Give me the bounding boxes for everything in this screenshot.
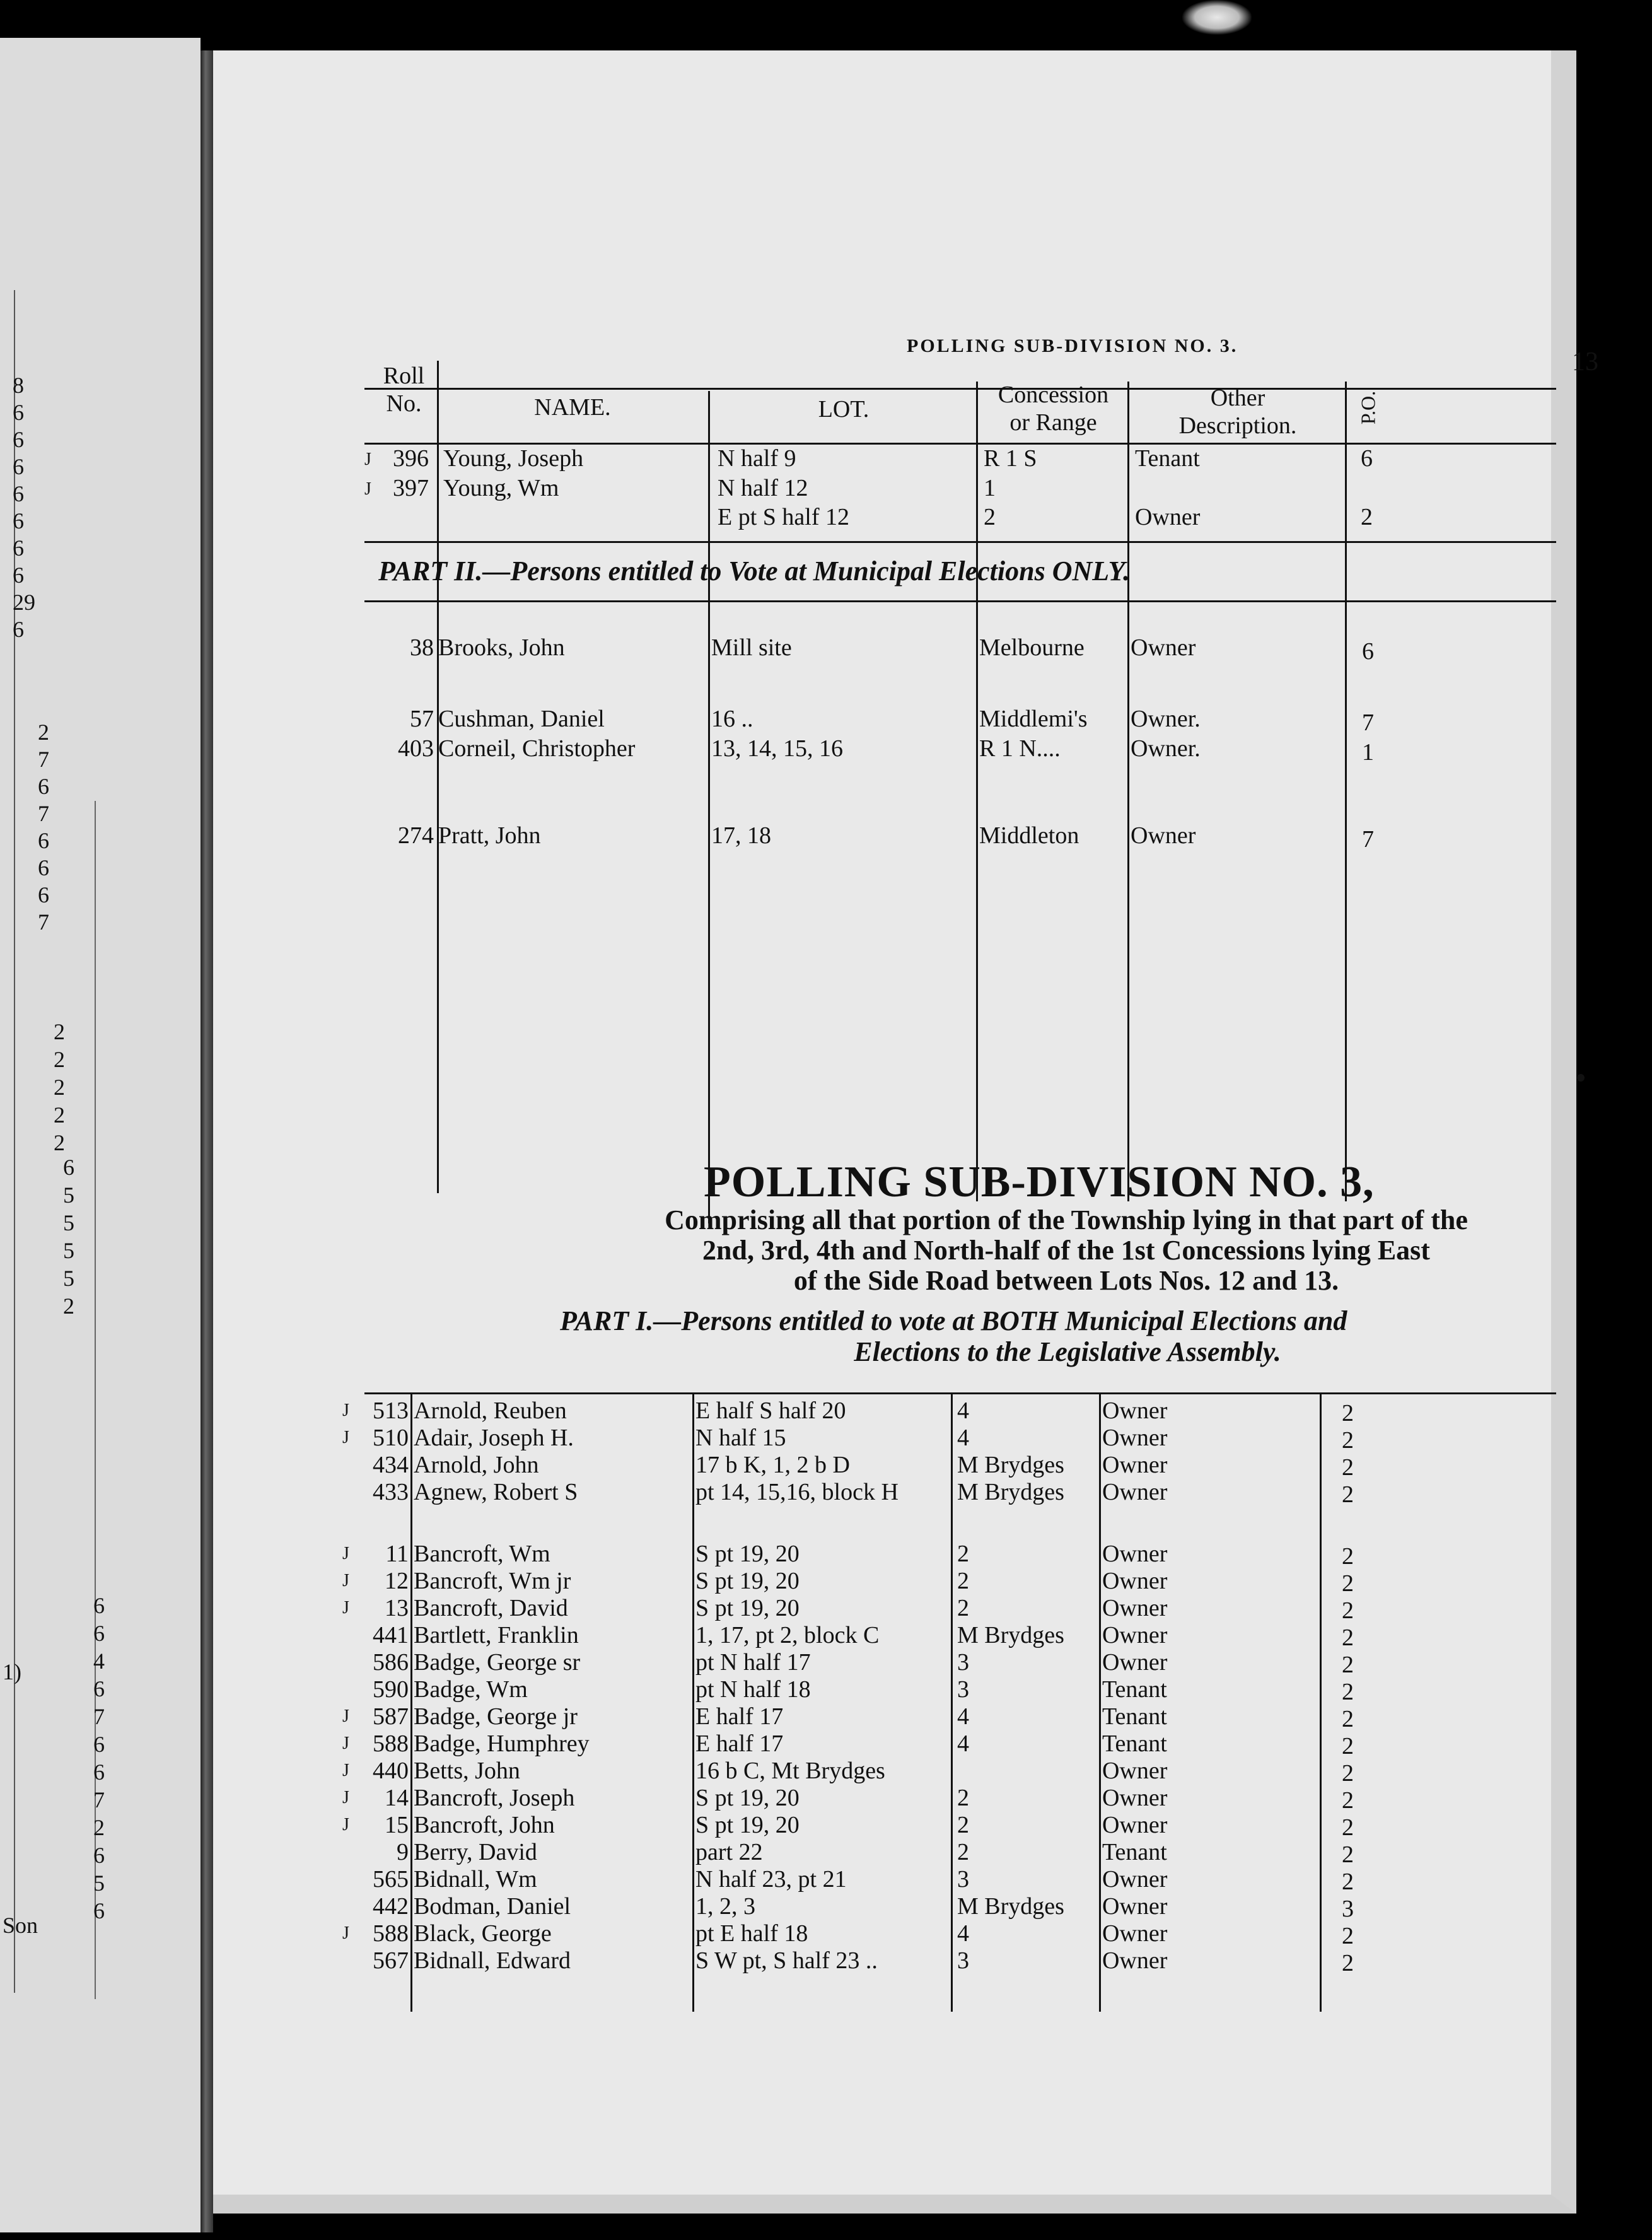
juror-mark: J xyxy=(364,450,371,469)
other-description: Owner xyxy=(1102,1758,1168,1784)
facing-page-number: 6 xyxy=(93,1759,105,1785)
col-divider xyxy=(976,382,978,1201)
section-description-line: 2nd, 3rd, 4th and North-half of the 1st Concessions lying East xyxy=(702,1235,1430,1266)
concession: M Brydges xyxy=(957,1479,1064,1505)
col-divider xyxy=(1099,1394,1101,2012)
part1-rule xyxy=(364,1392,1556,1394)
other-description: Owner xyxy=(1102,1541,1168,1567)
other-description: Owner. xyxy=(1131,735,1201,762)
voter-name: Bancroft, David xyxy=(414,1595,568,1621)
facing-page-number: 2 xyxy=(54,1019,65,1044)
post-office: 2 xyxy=(1342,1481,1354,1508)
page-number: 13 xyxy=(1572,347,1598,376)
other-description: Owner xyxy=(1131,634,1196,661)
lot-description: Mill site xyxy=(711,634,792,661)
concession: 4 xyxy=(957,1920,969,1947)
voter-name: Bancroft, John xyxy=(414,1812,555,1838)
concession: 3 xyxy=(957,1649,969,1676)
roll-number: 590 xyxy=(373,1676,409,1703)
facing-page-number: 2 xyxy=(63,1293,74,1319)
facing-page-number: 8 xyxy=(13,373,24,398)
juror-mark: J xyxy=(342,1706,349,1726)
other-description: Tenant xyxy=(1102,1839,1167,1865)
facing-page-number: 6 xyxy=(13,535,24,561)
lot-description: 13, 14, 15, 16 xyxy=(711,735,843,762)
facing-page-number: 6 xyxy=(13,563,24,588)
juror-mark: J xyxy=(342,1923,349,1943)
juror-mark: J xyxy=(342,1734,349,1753)
facing-page-number: 2 xyxy=(38,720,49,745)
other-description: Owner xyxy=(1102,1568,1168,1594)
roll-number: 14 xyxy=(385,1785,409,1811)
voter-name: Badge, Wm xyxy=(414,1676,528,1703)
section-description-line: of the Side Road between Lots Nos. 12 and 13. xyxy=(793,1265,1339,1296)
concession: 4 xyxy=(957,1397,969,1424)
lot-description: 16 .. xyxy=(711,706,753,732)
post-office: 2 xyxy=(1342,1814,1354,1841)
page-damage-mark xyxy=(1182,0,1252,35)
post-office: 2 xyxy=(1342,1543,1354,1570)
lot-description: N half 15 xyxy=(695,1425,786,1451)
voter-name: Brooks, John xyxy=(438,634,565,661)
juror-mark: J xyxy=(342,1598,349,1618)
col-divider xyxy=(437,361,439,1193)
lot-description: E half 17 xyxy=(695,1730,784,1757)
col-divider xyxy=(951,1394,953,2012)
concession: 3 xyxy=(957,1866,969,1893)
concession: 4 xyxy=(957,1730,969,1757)
other-description: Owner xyxy=(1102,1425,1168,1451)
voter-name: Arnold, Reuben xyxy=(414,1397,567,1424)
roll-number: 442 xyxy=(373,1893,409,1920)
other-description: Owner xyxy=(1102,1649,1168,1676)
post-office: 2 xyxy=(1342,1570,1354,1597)
other-description: Owner xyxy=(1102,1920,1168,1947)
facing-page-number: 5 xyxy=(93,1870,105,1896)
other-description: Owner xyxy=(1135,504,1201,530)
facing-page-number: 6 xyxy=(93,1732,105,1757)
section-title: POLLING SUB-DIVISION NO. 3, xyxy=(704,1158,1375,1206)
voter-name: Badge, George sr xyxy=(414,1649,581,1676)
facing-page-number: 6 xyxy=(93,1898,105,1923)
roll-number: 274 xyxy=(398,822,434,849)
col-divider xyxy=(1345,382,1347,1201)
facing-page-number: 6 xyxy=(63,1155,74,1180)
part2-rule xyxy=(364,600,1556,602)
post-office: 6 xyxy=(1361,445,1373,472)
concession: M Brydges xyxy=(957,1622,1064,1648)
roll-number: 11 xyxy=(385,1541,409,1567)
voter-name: Badge, Humphrey xyxy=(414,1730,590,1757)
main-page xyxy=(213,50,1598,2214)
header-lot: LOT. xyxy=(818,396,870,423)
facing-page-number: 6 xyxy=(93,1621,105,1646)
concession: 4 xyxy=(957,1703,969,1730)
col-divider xyxy=(410,1394,412,2012)
facing-page-number: 6 xyxy=(93,1843,105,1868)
part1-heading-line1: PART I.—Persons entitled to vote at BOTH Municipal Elections and xyxy=(560,1305,1347,1336)
facing-page-number: 4 xyxy=(93,1648,105,1674)
facing-page xyxy=(0,38,201,2232)
lot-description: pt 14, 15,16, block H xyxy=(695,1479,899,1505)
roll-number: 440 xyxy=(373,1758,409,1784)
facing-page-number: 5 xyxy=(63,1182,74,1208)
voter-name: Bartlett, Franklin xyxy=(414,1622,579,1648)
voter-name: Betts, John xyxy=(414,1758,520,1784)
ink-dot xyxy=(1577,1074,1585,1082)
juror-mark: J xyxy=(342,1571,349,1590)
facing-page-number: 2 xyxy=(54,1102,65,1128)
concession: R 1 N.... xyxy=(979,735,1061,762)
other-description: Owner xyxy=(1102,1866,1168,1893)
voter-name: Cushman, Daniel xyxy=(438,706,605,732)
facing-page-number: 5 xyxy=(63,1210,74,1235)
concession: R 1 S xyxy=(984,445,1037,472)
facing-page-number: 2 xyxy=(93,1815,105,1840)
facing-page-fragment: 1) xyxy=(3,1659,21,1684)
lot-description: 17 b K, 1, 2 b D xyxy=(695,1452,850,1478)
post-office: 2 xyxy=(1342,1597,1354,1624)
voter-name: Bidnall, Wm xyxy=(414,1866,537,1893)
other-description: Owner xyxy=(1102,1397,1168,1424)
post-office: 2 xyxy=(1342,1625,1354,1651)
lot-description: 1, 17, pt 2, block C xyxy=(695,1622,880,1648)
lot-description: N half 12 xyxy=(718,475,808,501)
header-roll-text: Roll No. xyxy=(383,363,425,417)
col-divider xyxy=(1320,1394,1322,2012)
juror-mark: J xyxy=(342,1428,349,1447)
lot-description: E half 17 xyxy=(695,1703,784,1730)
concession: 2 xyxy=(957,1568,969,1594)
post-office: 1 xyxy=(1362,739,1374,766)
voter-name: Black, George xyxy=(414,1920,552,1947)
voter-name: Young, Joseph xyxy=(443,445,584,472)
post-office: 6 xyxy=(1362,638,1374,665)
header-concession: Concession or Range xyxy=(998,382,1109,436)
roll-number: 38 xyxy=(410,634,434,661)
roll-number: 15 xyxy=(385,1812,409,1838)
post-office: 2 xyxy=(1342,1706,1354,1732)
part2-heading: PART II.—Persons entitled to Vote at Municipal Elections ONLY. xyxy=(378,556,1131,586)
lot-description: pt N half 18 xyxy=(695,1676,811,1703)
roll-number: 9 xyxy=(397,1839,409,1865)
lot-description: pt E half 18 xyxy=(695,1920,808,1947)
facing-page-number: 2 xyxy=(54,1130,65,1155)
part1-heading xyxy=(560,1305,1575,1368)
concession: 2 xyxy=(957,1785,969,1811)
concession: 2 xyxy=(984,504,996,530)
concession: 2 xyxy=(957,1541,969,1567)
voter-name: Arnold, John xyxy=(414,1452,539,1478)
lot-description: N half 23, pt 21 xyxy=(695,1866,847,1893)
lot-description: S W pt, S half 23 .. xyxy=(695,1947,878,1974)
post-office: 2 xyxy=(1342,1869,1354,1895)
post-office: 2 xyxy=(1342,1427,1354,1454)
concession: Melbourne xyxy=(979,634,1085,661)
juror-mark: J xyxy=(342,1815,349,1835)
roll-number: 510 xyxy=(373,1425,409,1451)
roll-number: 513 xyxy=(373,1397,409,1424)
lot-description: E pt S half 12 xyxy=(718,504,849,530)
post-office: 2 xyxy=(1342,1760,1354,1787)
col-divider xyxy=(1127,382,1129,1201)
voter-name: Bancroft, Joseph xyxy=(414,1785,575,1811)
section-description-line: Comprising all that portion of the Township lying in that part of the xyxy=(665,1205,1468,1235)
table-top-rule xyxy=(364,388,1556,390)
col-divider xyxy=(708,391,710,1223)
facing-page-number: 2 xyxy=(54,1075,65,1100)
facing-page-number: 6 xyxy=(13,454,24,479)
facing-page-fragment: Son xyxy=(3,1913,38,1938)
concession: Middlemi's xyxy=(979,706,1088,732)
lot-description: 16 b C, Mt Brydges xyxy=(695,1758,885,1784)
facing-page-number: 5 xyxy=(63,1238,74,1263)
voter-name: Bancroft, Wm xyxy=(414,1541,550,1567)
voter-name: Corneil, Christopher xyxy=(438,735,636,762)
roll-number: 588 xyxy=(373,1920,409,1947)
roll-number: 587 xyxy=(373,1703,409,1730)
roll-number: 12 xyxy=(385,1568,409,1594)
voter-name: Bancroft, Wm jr xyxy=(414,1568,571,1594)
roll-number: 441 xyxy=(373,1622,409,1648)
post-office: 2 xyxy=(1342,1454,1354,1481)
roll-number: 433 xyxy=(373,1479,409,1505)
facing-page-number: 6 xyxy=(13,617,24,642)
post-office: 2 xyxy=(1342,1787,1354,1814)
roll-number: 13 xyxy=(385,1595,409,1621)
post-office: 3 xyxy=(1342,1896,1354,1922)
col-divider xyxy=(692,1394,694,2012)
voter-name: Agnew, Robert S xyxy=(414,1479,578,1505)
facing-page-number: 6 xyxy=(13,427,24,452)
facing-page-number: 6 xyxy=(93,1676,105,1701)
facing-page-number: 6 xyxy=(38,774,49,799)
other-description: Owner xyxy=(1102,1452,1168,1478)
roll-number: 397 xyxy=(393,475,429,501)
voter-name: Berry, David xyxy=(414,1839,537,1865)
juror-mark: J xyxy=(342,1544,349,1563)
header-other: Other Description. xyxy=(1178,385,1297,439)
other-description: Owner xyxy=(1131,822,1196,849)
roll-number: 434 xyxy=(373,1452,409,1478)
part1-heading-line2: Elections to the Legislative Assembly. xyxy=(854,1336,1281,1368)
other-description: Owner xyxy=(1102,1812,1168,1838)
lot-description: 17, 18 xyxy=(711,822,771,849)
roll-number: 565 xyxy=(373,1866,409,1893)
other-description: Owner xyxy=(1102,1479,1168,1505)
table-bottom-rule xyxy=(364,541,1556,543)
voter-name: Adair, Joseph H. xyxy=(414,1425,574,1451)
facing-page-number: 2 xyxy=(54,1047,65,1072)
post-office: 2 xyxy=(1342,1652,1354,1678)
concession: 3 xyxy=(957,1947,969,1974)
other-description: Owner xyxy=(1102,1622,1168,1648)
concession: 2 xyxy=(957,1595,969,1621)
facing-page-number: 7 xyxy=(38,801,49,826)
other-description: Owner xyxy=(1102,1947,1168,1974)
voter-name: Badge, George jr xyxy=(414,1703,578,1730)
lot-description: pt N half 17 xyxy=(695,1649,811,1676)
facing-page-number: 29 xyxy=(13,590,35,615)
concession: 4 xyxy=(957,1425,969,1451)
roll-number: 396 xyxy=(393,445,429,472)
post-office: 2 xyxy=(1342,1923,1354,1949)
concession: 3 xyxy=(957,1676,969,1703)
lot-description: S pt 19, 20 xyxy=(695,1541,800,1567)
header-name: NAME. xyxy=(534,394,611,421)
facing-page-number: 6 xyxy=(38,855,49,880)
other-description: Owner. xyxy=(1131,706,1201,732)
lot-description: 1, 2, 3 xyxy=(695,1893,755,1920)
roll-number: 588 xyxy=(373,1730,409,1757)
other-description: Owner xyxy=(1102,1595,1168,1621)
facing-page-number: 6 xyxy=(13,481,24,506)
juror-mark: J xyxy=(342,1761,349,1780)
other-description: Owner xyxy=(1102,1785,1168,1811)
facing-page-number: 6 xyxy=(13,508,24,534)
voter-name: Young, Wm xyxy=(443,475,559,501)
post-office: 2 xyxy=(1342,1841,1354,1868)
other-description: Tenant xyxy=(1102,1730,1167,1757)
post-office: 7 xyxy=(1362,826,1374,853)
book-spine xyxy=(201,50,213,2232)
other-description: Tenant xyxy=(1102,1676,1167,1703)
post-office: 7 xyxy=(1362,709,1374,736)
voter-name: Pratt, John xyxy=(438,822,541,849)
facing-page-number: 7 xyxy=(38,909,49,935)
header-roll xyxy=(374,363,434,417)
facing-page-number: 6 xyxy=(38,882,49,907)
juror-mark: J xyxy=(342,1788,349,1807)
concession: M Brydges xyxy=(957,1893,1064,1920)
post-office: 2 xyxy=(1342,1400,1354,1426)
roll-number: 586 xyxy=(373,1649,409,1676)
lot-description: N half 9 xyxy=(718,445,796,472)
roll-number: 403 xyxy=(398,735,434,762)
roll-number: 57 xyxy=(410,706,434,732)
lot-description: S pt 19, 20 xyxy=(695,1568,800,1594)
post-office: 2 xyxy=(1342,1733,1354,1759)
facing-page-number: 6 xyxy=(93,1593,105,1618)
lot-description: S pt 19, 20 xyxy=(695,1785,800,1811)
concession: Middleton xyxy=(979,822,1079,849)
other-description: Owner xyxy=(1102,1893,1168,1920)
running-head: POLLING SUB-DIVISION NO. 3. xyxy=(907,335,1238,356)
facing-page-number: 6 xyxy=(38,828,49,853)
voter-name: Bidnall, Edward xyxy=(414,1947,571,1974)
lot-description: S pt 19, 20 xyxy=(695,1812,800,1838)
concession: 2 xyxy=(957,1812,969,1838)
facing-page-number: 7 xyxy=(93,1704,105,1729)
post-office: 2 xyxy=(1361,504,1373,530)
post-office: 2 xyxy=(1342,1679,1354,1705)
facing-page-number: 5 xyxy=(63,1266,74,1291)
facing-page-number: 7 xyxy=(38,747,49,772)
other-description: Tenant xyxy=(1135,445,1200,472)
roll-number: 567 xyxy=(373,1947,409,1974)
facing-page-number: 6 xyxy=(13,400,24,425)
lot-description: part 22 xyxy=(695,1839,763,1865)
header-po: P.O. xyxy=(1356,390,1380,425)
juror-mark: J xyxy=(364,479,371,499)
lot-description: S pt 19, 20 xyxy=(695,1595,800,1621)
lot-description: E half S half 20 xyxy=(695,1397,846,1424)
concession: M Brydges xyxy=(957,1452,1064,1478)
concession: 2 xyxy=(957,1839,969,1865)
concession: 1 xyxy=(984,475,996,501)
facing-page-number: 7 xyxy=(93,1787,105,1812)
other-description: Tenant xyxy=(1102,1703,1167,1730)
post-office: 2 xyxy=(1342,1950,1354,1976)
voter-name: Bodman, Daniel xyxy=(414,1893,571,1920)
juror-mark: J xyxy=(342,1401,349,1420)
